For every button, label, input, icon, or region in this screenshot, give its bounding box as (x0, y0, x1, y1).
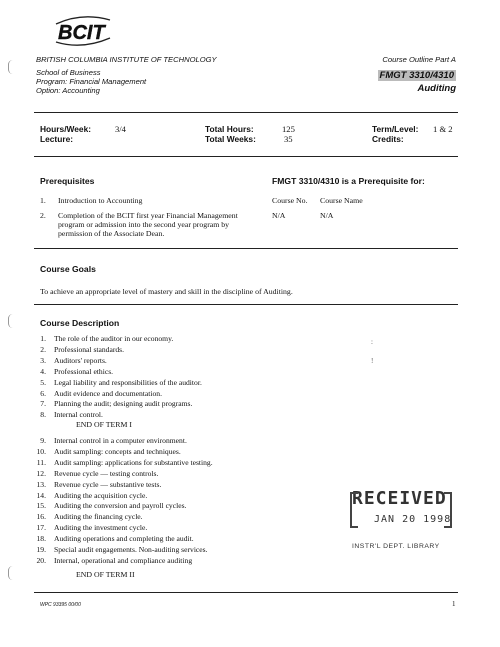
course-name: Auditing (417, 83, 456, 94)
list-item (26, 410, 103, 419)
school-name: School of Business (36, 68, 101, 77)
list-item-text: Auditing the conversion and payroll cycles. (54, 501, 187, 511)
list-item-text: Audit sampling: concepts and techniques. (54, 446, 181, 456)
received-stamp (350, 488, 454, 534)
divider (34, 156, 458, 157)
list-item-text: Internal control. (54, 410, 103, 420)
list-item-number: 18. (36, 534, 46, 544)
list-item-number: 9. (40, 436, 46, 445)
list-item-number: 12. (36, 468, 46, 478)
list-item-number: 1. (40, 334, 46, 343)
form-code: WPC 93395 00/00 (40, 602, 81, 608)
list-item-number: 4. (40, 366, 46, 376)
stamp-library: INSTR'L DEPT. LIBRARY (352, 543, 440, 550)
list-item (26, 523, 147, 532)
list-item-text: The role of the auditor in our economy. (54, 334, 174, 343)
list-item (26, 447, 181, 456)
list-item-text: Auditing the acquisition cycle. (54, 490, 148, 500)
course-goals-text: To achieve an appropriate level of mastery and skill in the discipline of Auditing. (40, 287, 293, 296)
margin-mark (8, 566, 17, 580)
list-item (26, 436, 187, 445)
list-item-text: Special audit engagements. Non-auditing services. (54, 545, 208, 554)
list-item (26, 501, 186, 510)
end-of-term-2: END OF TERM II (76, 570, 135, 579)
list-item (26, 356, 107, 365)
prereq-item-text: Introduction to Accounting (58, 196, 143, 205)
list-item-number: 16. (36, 512, 46, 522)
list-item-text: Auditing operations and completing the audit. (54, 534, 194, 544)
prereq-for-heading: FMGT 3310/4310 is a Prerequisite for: (272, 176, 425, 186)
divider (34, 112, 458, 113)
list-item-number: 19. (36, 545, 46, 554)
list-item (26, 491, 147, 500)
divider (34, 304, 458, 305)
margin-mark (8, 314, 17, 328)
course-name-header: Course Name (320, 196, 363, 205)
prereq-item-text: Completion of the BCIT first year Financial Management (58, 211, 238, 220)
institute-name: BRITISH COLUMBIA INSTITUTE OF TECHNOLOGY (36, 55, 217, 64)
divider (34, 248, 458, 249)
list-item (26, 378, 202, 387)
list-item (26, 334, 173, 343)
prereq-item-text: program or admission into the second year program by (58, 220, 230, 229)
total-hours-label: Total Hours: (205, 124, 254, 134)
course-description-heading: Course Description (40, 318, 120, 328)
stamp-bracket-right (444, 492, 452, 528)
list-item-number: 10. (36, 446, 46, 456)
course-goals-heading: Course Goals (40, 264, 96, 274)
term-level-value: 1 & 2 (433, 124, 453, 134)
term-level-label: Term/Level: (372, 124, 419, 134)
outline-part: Course Outline Part A (382, 55, 456, 64)
list-item-text: Audit evidence and documentation. (54, 388, 162, 398)
stamp-title: RECEIVED (352, 488, 447, 509)
scan-speck: ! (371, 357, 374, 365)
course-name-value: N/A (320, 211, 334, 220)
program-name: Program: Financial Management (36, 77, 147, 86)
list-item (26, 556, 192, 565)
credits-label: Credits: (372, 134, 404, 144)
hours-week-value: 3/4 (115, 124, 126, 134)
page-number: 1 (452, 600, 456, 608)
list-item (26, 458, 213, 467)
prereq-item-text: permission of the Associate Dean. (58, 229, 165, 238)
list-item-text: Legal liability and responsibilities of the auditor. (54, 377, 202, 387)
list-item-number: 6. (40, 388, 46, 398)
list-item-text: Auditing the investment cycle. (54, 523, 148, 533)
total-weeks-label: Total Weeks: (205, 134, 256, 144)
list-item-number: 14. (36, 490, 46, 500)
list-item (26, 480, 161, 489)
list-item (26, 367, 113, 376)
total-hours-value: 125 (282, 124, 295, 134)
course-no-header: Course No. (272, 196, 308, 205)
list-item-number: 7. (40, 399, 46, 409)
course-no-value: N/A (272, 211, 286, 220)
list-item-text: Revenue cycle — testing controls. (54, 468, 159, 478)
list-item-number: 20. (36, 555, 46, 565)
list-item-text: Auditors' reports. (54, 355, 107, 365)
list-item-number: 8. (40, 410, 46, 420)
prereq-item-num: 1. (40, 196, 46, 205)
list-item (26, 345, 124, 354)
logo-text: BCIT (58, 22, 105, 44)
list-item (26, 534, 194, 543)
list-item-number: 17. (36, 523, 46, 533)
option-name: Option: Accounting (36, 86, 100, 95)
list-item-number: 13. (36, 479, 46, 489)
stamp-date: JAN 20 1998 (374, 514, 452, 525)
margin-mark (8, 60, 17, 74)
prereq-item-num: 2. (40, 211, 46, 220)
list-item-text: Professional ethics. (54, 366, 114, 376)
list-item (26, 512, 143, 521)
list-item-number: 15. (36, 501, 46, 511)
stamp-bracket-left (350, 492, 358, 528)
list-item (26, 469, 158, 478)
bcit-logo (52, 14, 114, 46)
end-of-term-1: END OF TERM I (76, 420, 132, 429)
list-item-number: 5. (40, 377, 46, 387)
list-item-text: Professional standards. (54, 344, 125, 354)
list-item-number: 11. (36, 457, 46, 467)
list-item (26, 389, 162, 398)
list-item-text: Auditing the financing cycle. (54, 512, 143, 522)
total-weeks-value: 35 (284, 134, 293, 144)
list-item (26, 545, 208, 554)
list-item-number: 2. (40, 344, 46, 354)
scan-speck: : (371, 338, 373, 346)
list-item-text: Audit sampling: applications for substantive testing. (54, 457, 213, 467)
list-item-number: 3. (40, 355, 46, 365)
hours-week-label: Hours/Week: (40, 124, 92, 134)
list-item-text: Internal control in a computer environment. (54, 436, 187, 445)
list-item-text: Planning the audit; designing audit programs. (54, 399, 193, 409)
list-item-text: Revenue cycle — substantive tests. (54, 479, 162, 489)
prerequisites-heading: Prerequisites (40, 176, 95, 186)
course-code: FMGT 3310/4310 (379, 70, 454, 81)
list-item-text: Internal, operational and compliance auditing (54, 555, 193, 565)
list-item (26, 399, 192, 408)
divider (34, 592, 458, 593)
lecture-label: Lecture: (40, 134, 74, 144)
